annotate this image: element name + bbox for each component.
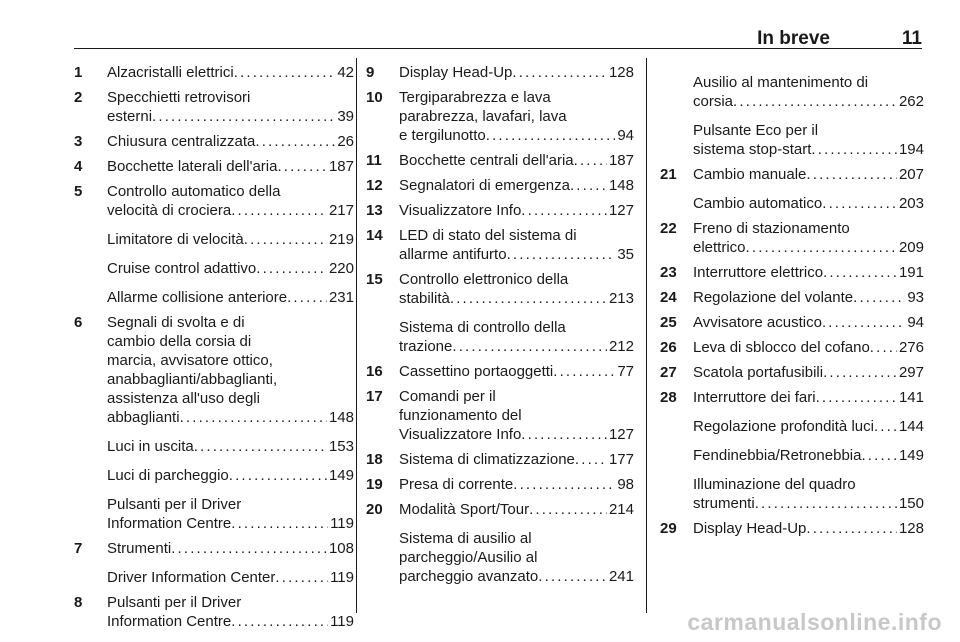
index-entry [74, 568, 354, 587]
entry-final-line [693, 519, 924, 538]
entry-page-number: 241 [608, 568, 634, 585]
index-entry [660, 313, 924, 332]
index-entry [366, 362, 634, 381]
entry-text: Leva di sblocco del cofano [693, 339, 870, 356]
entry-page-number: 212 [608, 338, 634, 355]
entry-text-line: Tergiparabrezza e lava [399, 89, 551, 106]
entry-final-line [107, 132, 354, 151]
index-entry [366, 387, 634, 444]
entry-page-number: 77 [617, 363, 634, 380]
entry-page-number: 149 [898, 447, 924, 464]
entry-text: Regolazione del volante [693, 289, 854, 306]
entry-page-number: 93 [907, 289, 924, 306]
entry-text: Visualizzatore Info [399, 426, 522, 443]
entry-page-number: 98 [617, 476, 634, 493]
entry-text-line: Specchietti retrovisori [107, 89, 251, 106]
index-entry [74, 88, 354, 126]
index-column-3 [660, 63, 924, 544]
index-entry [660, 363, 924, 382]
dot-leader [287, 288, 327, 307]
entry-page-number: 127 [608, 426, 634, 443]
index-entry [74, 259, 354, 278]
entry-page-number: 128 [898, 520, 924, 537]
index-entry [660, 388, 924, 407]
entry-text: Cassettino portaoggetti [399, 363, 554, 380]
dot-leader [171, 539, 327, 558]
entry-final-line [693, 338, 924, 357]
column-divider [356, 58, 357, 613]
dot-leader [231, 514, 328, 533]
entry-text: Display Head-Up [399, 64, 513, 81]
entry-page-number: 119 [330, 569, 354, 586]
entry-text-line: anabbaglianti/abbaglianti, [107, 371, 278, 388]
entry-text: Bocchette centrali dell'aria [399, 152, 574, 169]
entry-page-number: 128 [608, 64, 634, 81]
entry-text: Scatola portafusibili [693, 364, 824, 381]
entry-page-number: 119 [330, 613, 354, 630]
dot-leader [231, 612, 328, 631]
entry-text: Strumenti [107, 540, 172, 557]
entry-text: e tergilunotto [399, 127, 486, 144]
index-entry [660, 288, 924, 307]
entry-number: 3 [74, 133, 83, 150]
index-entry [366, 201, 634, 220]
entry-number: 10 [366, 89, 383, 106]
index-entry [74, 230, 354, 249]
entry-final-line [399, 567, 634, 586]
entry-page-number: 276 [898, 339, 924, 356]
entry-text: Driver Information Center [107, 569, 276, 586]
entry-text: strumenti [693, 495, 755, 512]
index-entry [660, 417, 924, 436]
entry-text-line: Pulsante Eco per il [693, 122, 819, 139]
entry-final-line [693, 92, 924, 111]
entry-final-line [107, 568, 354, 587]
entry-page-number: 119 [330, 515, 354, 532]
entry-text: Allarme collisione anteriore [107, 289, 288, 306]
dot-leader [823, 263, 897, 282]
entry-page-number: 217 [328, 202, 354, 219]
index-entry [74, 466, 354, 485]
dot-leader [574, 151, 607, 170]
entry-page-number: 213 [608, 290, 634, 307]
dot-leader [521, 425, 607, 444]
entry-final-line [107, 288, 354, 307]
entry-final-line [399, 126, 634, 145]
entry-text: velocità di crociera [107, 202, 232, 219]
index-entry [74, 63, 354, 82]
entry-text: abbaglianti [107, 409, 180, 426]
entry-final-line [693, 388, 924, 407]
entry-text: Cruise control adattivo [107, 260, 257, 277]
entry-number: 25 [660, 314, 677, 331]
entry-final-line [693, 417, 924, 436]
entry-text: Presa di corrente [399, 476, 514, 493]
index-entry [74, 182, 354, 220]
entry-number: 13 [366, 202, 383, 219]
entry-text: stabilità [399, 290, 450, 307]
entry-number: 7 [74, 540, 83, 557]
entry-final-line [399, 362, 634, 381]
dot-leader [746, 238, 897, 257]
entry-text: elettrico [693, 239, 746, 256]
dot-leader [180, 408, 327, 427]
dot-leader [512, 63, 607, 82]
entry-page-number: 220 [328, 260, 354, 277]
entry-text-line: assistenza all'uso degli [107, 390, 260, 407]
entry-number: 18 [366, 451, 383, 468]
dot-leader [529, 500, 607, 519]
entry-number: 11 [366, 152, 382, 169]
index-entry [660, 519, 924, 538]
entry-text: Regolazione profondità luci [693, 418, 874, 435]
index-entry [366, 475, 634, 494]
entry-text: Limitatore di velocità [107, 231, 244, 248]
entry-text: Interruttore dei fari [693, 389, 816, 406]
entry-text: Luci in uscita [107, 438, 194, 455]
dot-leader [538, 567, 607, 586]
entry-number: 16 [366, 363, 383, 380]
index-entry [366, 226, 634, 264]
entry-final-line [693, 363, 924, 382]
page-title: In breve [757, 28, 830, 49]
entry-text: Modalità Sport/Tour [399, 501, 530, 518]
index-entry [74, 157, 354, 176]
entry-page-number: 231 [328, 289, 354, 306]
entry-number: 4 [74, 158, 83, 175]
entry-text: Chiusura centralizzata [107, 133, 256, 150]
entry-final-line [107, 514, 354, 533]
entry-final-line [399, 245, 634, 264]
entry-final-line [107, 539, 354, 558]
entry-final-line [107, 437, 354, 456]
entry-text-line: Illuminazione del quadro [693, 476, 856, 493]
index-entry [366, 450, 634, 469]
dot-leader [255, 132, 335, 151]
dot-leader [861, 446, 897, 465]
entry-final-line [107, 157, 354, 176]
entry-text-line: Comandi per il [399, 388, 496, 405]
entry-number: 24 [660, 289, 677, 306]
dot-leader [575, 450, 607, 469]
entry-text: esterni [107, 108, 153, 125]
page-number: 11 [901, 28, 922, 49]
entry-number: 6 [74, 314, 83, 331]
entry-final-line [693, 140, 924, 159]
entry-final-line [693, 494, 924, 513]
entry-final-line [399, 425, 634, 444]
index-entry [74, 288, 354, 307]
entry-number: 20 [366, 501, 383, 518]
entry-page-number: 219 [328, 231, 354, 248]
entry-page-number: 94 [907, 314, 924, 331]
entry-final-line [107, 63, 354, 82]
entry-page-number: 214 [608, 501, 634, 518]
entry-text-line: Ausilio al mantenimento di [693, 74, 869, 91]
entry-text: sistema stop-start [693, 141, 812, 158]
page-header [74, 24, 922, 49]
entry-text: Visualizzatore Info [399, 202, 522, 219]
dot-leader [194, 437, 327, 456]
entry-text: Information Centre [107, 515, 232, 532]
entry-page-number: 153 [328, 438, 354, 455]
dot-leader [806, 519, 897, 538]
entry-text-line: parcheggio/Ausilio al [399, 549, 538, 566]
entry-number: 29 [660, 520, 677, 537]
entry-page-number: 209 [898, 239, 924, 256]
entry-final-line [693, 238, 924, 257]
entry-final-line [693, 288, 924, 307]
column-divider [646, 58, 647, 613]
dot-leader [806, 165, 897, 184]
entry-final-line [399, 176, 634, 195]
entry-page-number: 108 [328, 540, 354, 557]
entry-page-number: 35 [617, 246, 634, 263]
entry-number: 27 [660, 364, 677, 381]
index-entry [366, 500, 634, 519]
entry-number: 1 [74, 64, 83, 81]
entry-text: Information Centre [107, 613, 232, 630]
entry-text: Avvisatore acustico [693, 314, 822, 331]
dot-leader [450, 289, 607, 308]
entry-text: Interruttore elettrico [693, 264, 824, 281]
entry-text: allarme antifurto [399, 246, 507, 263]
index-entry [660, 165, 924, 184]
entry-number: 21 [660, 166, 677, 183]
entry-text-line: Controllo automatico della [107, 183, 281, 200]
dot-leader [811, 140, 897, 159]
entry-final-line [693, 194, 924, 213]
entry-number: 12 [366, 177, 383, 194]
dot-leader [244, 230, 327, 249]
dot-leader [853, 288, 905, 307]
dot-leader [231, 201, 327, 220]
entry-page-number: 187 [328, 158, 354, 175]
entry-text-line: LED di stato del sistema di [399, 227, 577, 244]
entry-page-number: 127 [608, 202, 634, 219]
entry-final-line [107, 408, 354, 427]
dot-leader [452, 337, 607, 356]
entry-text-line: marcia, avvisatore ottico, [107, 352, 273, 369]
dot-leader [570, 176, 607, 195]
entry-number: 8 [74, 594, 83, 611]
entry-number: 17 [366, 388, 383, 405]
dot-leader [870, 338, 897, 357]
entry-number: 9 [366, 64, 375, 81]
entry-number: 19 [366, 476, 383, 493]
dot-leader [486, 126, 616, 145]
dot-leader [816, 388, 897, 407]
entry-text: Segnalatori di emergenza [399, 177, 570, 194]
dot-leader [822, 313, 905, 332]
entry-number: 15 [366, 271, 383, 288]
index-column-1 [74, 63, 354, 637]
entry-final-line [693, 446, 924, 465]
entry-final-line [693, 313, 924, 332]
entry-page-number: 150 [898, 495, 924, 512]
entry-final-line [399, 450, 634, 469]
entry-number: 5 [74, 183, 83, 200]
entry-final-line [107, 201, 354, 220]
index-entry [74, 539, 354, 558]
entry-page-number: 149 [328, 467, 354, 484]
dot-leader [277, 157, 327, 176]
index-entry [74, 313, 354, 427]
entry-page-number: 203 [898, 195, 924, 212]
dot-leader [874, 417, 897, 436]
entry-page-number: 94 [617, 127, 634, 144]
index-entry [366, 88, 634, 145]
entry-text: Luci di parcheggio [107, 467, 229, 484]
index-entry [366, 529, 634, 586]
entry-text: Fendinebbia/Retronebbia [693, 447, 862, 464]
entry-page-number: 148 [328, 409, 354, 426]
entry-page-number: 207 [898, 166, 924, 183]
index-entry [74, 593, 354, 631]
entry-text-line: Controllo elettronico della [399, 271, 569, 288]
entry-text: parcheggio avanzato [399, 568, 539, 585]
dot-leader [733, 92, 897, 111]
dot-leader [229, 466, 327, 485]
entry-page-number: 141 [898, 389, 924, 406]
entry-page-number: 148 [608, 177, 634, 194]
dot-leader [507, 245, 616, 264]
entry-final-line [107, 612, 354, 631]
entry-final-line [107, 230, 354, 249]
index-entry [660, 338, 924, 357]
entry-number: 23 [660, 264, 677, 281]
entry-page-number: 42 [337, 64, 354, 81]
dot-leader [152, 107, 335, 126]
dot-leader [234, 63, 336, 82]
entry-text: trazione [399, 338, 453, 355]
entry-text: Cambio manuale [693, 166, 807, 183]
entry-number: 28 [660, 389, 677, 406]
watermark: carmanualsonline.info [687, 609, 942, 635]
entry-page-number: 194 [898, 141, 924, 158]
entry-page-number: 39 [337, 108, 354, 125]
index-entry [74, 495, 354, 533]
entry-text-line: Segnali di svolta e di [107, 314, 245, 331]
index-entry [366, 270, 634, 308]
index-entry [366, 176, 634, 195]
index-entry [660, 446, 924, 465]
entry-final-line [107, 259, 354, 278]
entry-text-line: Freno di stazionamento [693, 220, 850, 237]
entry-number: 22 [660, 220, 677, 237]
entry-final-line [399, 500, 634, 519]
entry-text: Bocchette laterali dell'aria [107, 158, 278, 175]
dot-leader [521, 201, 607, 220]
entry-text-line: Pulsanti per il Driver [107, 496, 242, 513]
dot-leader [256, 259, 327, 278]
entry-final-line [399, 337, 634, 356]
entry-number: 26 [660, 339, 677, 356]
entry-text-line: funzionamento del [399, 407, 522, 424]
entry-final-line [107, 466, 354, 485]
index-entry [660, 475, 924, 513]
dot-leader [553, 362, 615, 381]
entry-text: Display Head-Up [693, 520, 807, 537]
index-entry [366, 63, 634, 82]
entry-page-number: 297 [898, 364, 924, 381]
entry-final-line [399, 475, 634, 494]
entry-final-line [399, 63, 634, 82]
entry-text-line: Pulsanti per il Driver [107, 594, 242, 611]
index-entry [74, 437, 354, 456]
entry-page-number: 144 [898, 418, 924, 435]
index-entry [660, 194, 924, 213]
entry-final-line [399, 289, 634, 308]
index-column-2 [366, 63, 634, 592]
entry-number: 2 [74, 89, 83, 106]
entry-page-number: 177 [608, 451, 634, 468]
index-entry [660, 219, 924, 257]
dot-leader [822, 194, 897, 213]
entry-final-line [399, 201, 634, 220]
index-entry [660, 73, 924, 111]
index-entry [366, 318, 634, 356]
dot-leader [823, 363, 897, 382]
index-entry [74, 132, 354, 151]
entry-text-line: Sistema di controllo della [399, 319, 566, 336]
entry-text: Alzacristalli elettrici [107, 64, 234, 81]
entry-text: Cambio automatico [693, 195, 823, 212]
entry-final-line [399, 151, 634, 170]
dot-leader [755, 494, 897, 513]
entry-final-line [107, 107, 354, 126]
index-entry [660, 121, 924, 159]
entry-final-line [693, 165, 924, 184]
entry-page-number: 187 [608, 152, 634, 169]
entry-page-number: 191 [898, 264, 924, 281]
entry-page-number: 262 [898, 93, 924, 110]
entry-final-line [693, 263, 924, 282]
entry-text-line: cambio della corsia di [107, 333, 252, 350]
dot-leader [275, 568, 328, 587]
entry-text: Sistema di climatizzazione [399, 451, 575, 468]
entry-text-line: Sistema di ausilio al [399, 530, 532, 547]
entry-page-number: 26 [337, 133, 354, 150]
index-entry [660, 263, 924, 282]
entry-text: corsia [693, 93, 734, 110]
entry-number: 14 [366, 227, 383, 244]
dot-leader [513, 475, 615, 494]
entry-text-line: parabrezza, lavafari, lava [399, 108, 567, 125]
index-entry [366, 151, 634, 170]
